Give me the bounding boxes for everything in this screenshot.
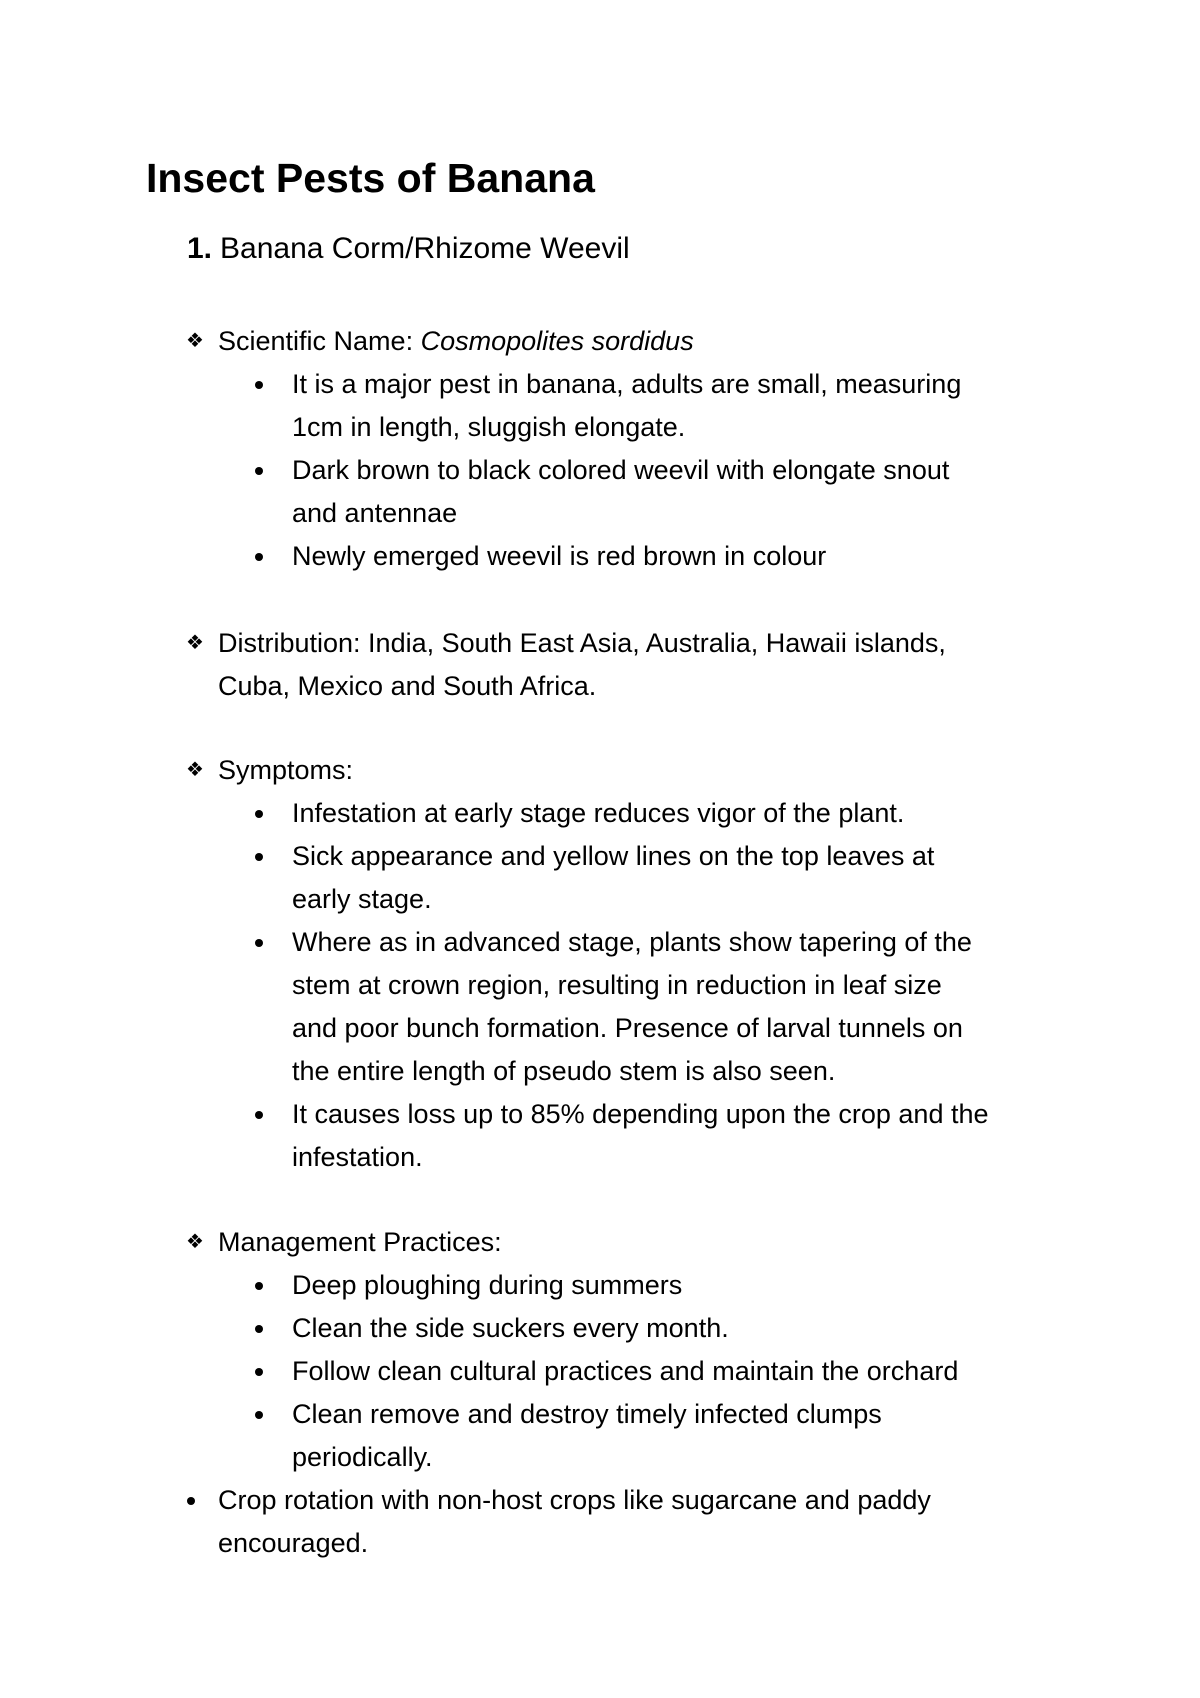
- diamond-bullet-icon: ❖: [186, 1231, 204, 1253]
- distribution-line: Cuba, Mexico and South Africa.: [218, 671, 597, 701]
- bullet-dot-icon: [255, 1325, 263, 1333]
- list-item-line: Deep ploughing during summers: [292, 1270, 683, 1300]
- bullet-dot-icon: [255, 1411, 263, 1419]
- diamond-bullet-icon: ❖: [186, 632, 204, 654]
- list-item-line: Dark brown to black colored weevil with elongate snout: [292, 455, 950, 485]
- section-heading: [187, 228, 630, 270]
- symptoms-heading: Symptoms:: [218, 755, 354, 785]
- bullet-dot-icon: [255, 467, 263, 475]
- list-item-line: and antennae: [292, 498, 458, 528]
- list-item-line: It is a major pest in banana, adults are small, measuring: [292, 369, 962, 399]
- list-item-line: It causes loss up to 85% depending upon the crop and the: [292, 1099, 989, 1129]
- distribution-line: Distribution: India, South East Asia, Australia, Hawaii islands,: [218, 628, 946, 658]
- bullet-dot-icon: [187, 1497, 195, 1505]
- list-item-line: stem at crown region, resulting in reduction in leaf size: [292, 970, 942, 1000]
- page-title: Insect Pests of Banana: [146, 155, 595, 201]
- list-item-line: Where as in advanced stage, plants show tapering of the: [292, 927, 972, 957]
- list-item-line: infestation.: [292, 1142, 423, 1172]
- bullet-dot-icon: [255, 553, 263, 561]
- diamond-bullet-icon: ❖: [186, 759, 204, 781]
- diamond-bullet-icon: ❖: [186, 330, 204, 352]
- list-item-line: Clean the side suckers every month.: [292, 1313, 729, 1343]
- scientific-name-value: Cosmopolites sordidus: [420, 326, 694, 356]
- scientific-name-label: Scientific Name:: [218, 326, 421, 356]
- bullet-dot-icon: [255, 853, 263, 861]
- bullet-dot-icon: [255, 1368, 263, 1376]
- bullet-dot-icon: [255, 1282, 263, 1290]
- list-item-line: encouraged.: [218, 1528, 369, 1558]
- bullet-dot-icon: [255, 810, 263, 818]
- list-item-line: periodically.: [292, 1442, 433, 1472]
- bullet-dot-icon: [255, 939, 263, 947]
- section-name: Banana Corm/Rhizome Weevil: [220, 232, 630, 265]
- section-number: 1.: [187, 232, 213, 265]
- scientific-name-line: [218, 320, 694, 363]
- list-item-line: Crop rotation with non-host crops like sugarcane and paddy: [218, 1485, 931, 1515]
- bullet-dot-icon: [255, 1111, 263, 1119]
- list-item-line: Newly emerged weevil is red brown in colour: [292, 541, 827, 571]
- list-item-line: Clean remove and destroy timely infected clumps: [292, 1399, 882, 1429]
- list-item-line: and poor bunch formation. Presence of larval tunnels on: [292, 1013, 963, 1043]
- management-heading: Management Practices:: [218, 1227, 502, 1257]
- list-item-line: early stage.: [292, 884, 432, 914]
- list-item-line: Sick appearance and yellow lines on the top leaves at: [292, 841, 935, 871]
- bullet-dot-icon: [255, 381, 263, 389]
- list-item-line: the entire length of pseudo stem is also seen.: [292, 1056, 836, 1086]
- list-item-line: Infestation at early stage reduces vigor of the plant.: [292, 798, 905, 828]
- list-item-line: Follow clean cultural practices and maintain the orchard: [292, 1356, 959, 1386]
- list-item-line: 1cm in length, sluggish elongate.: [292, 412, 686, 442]
